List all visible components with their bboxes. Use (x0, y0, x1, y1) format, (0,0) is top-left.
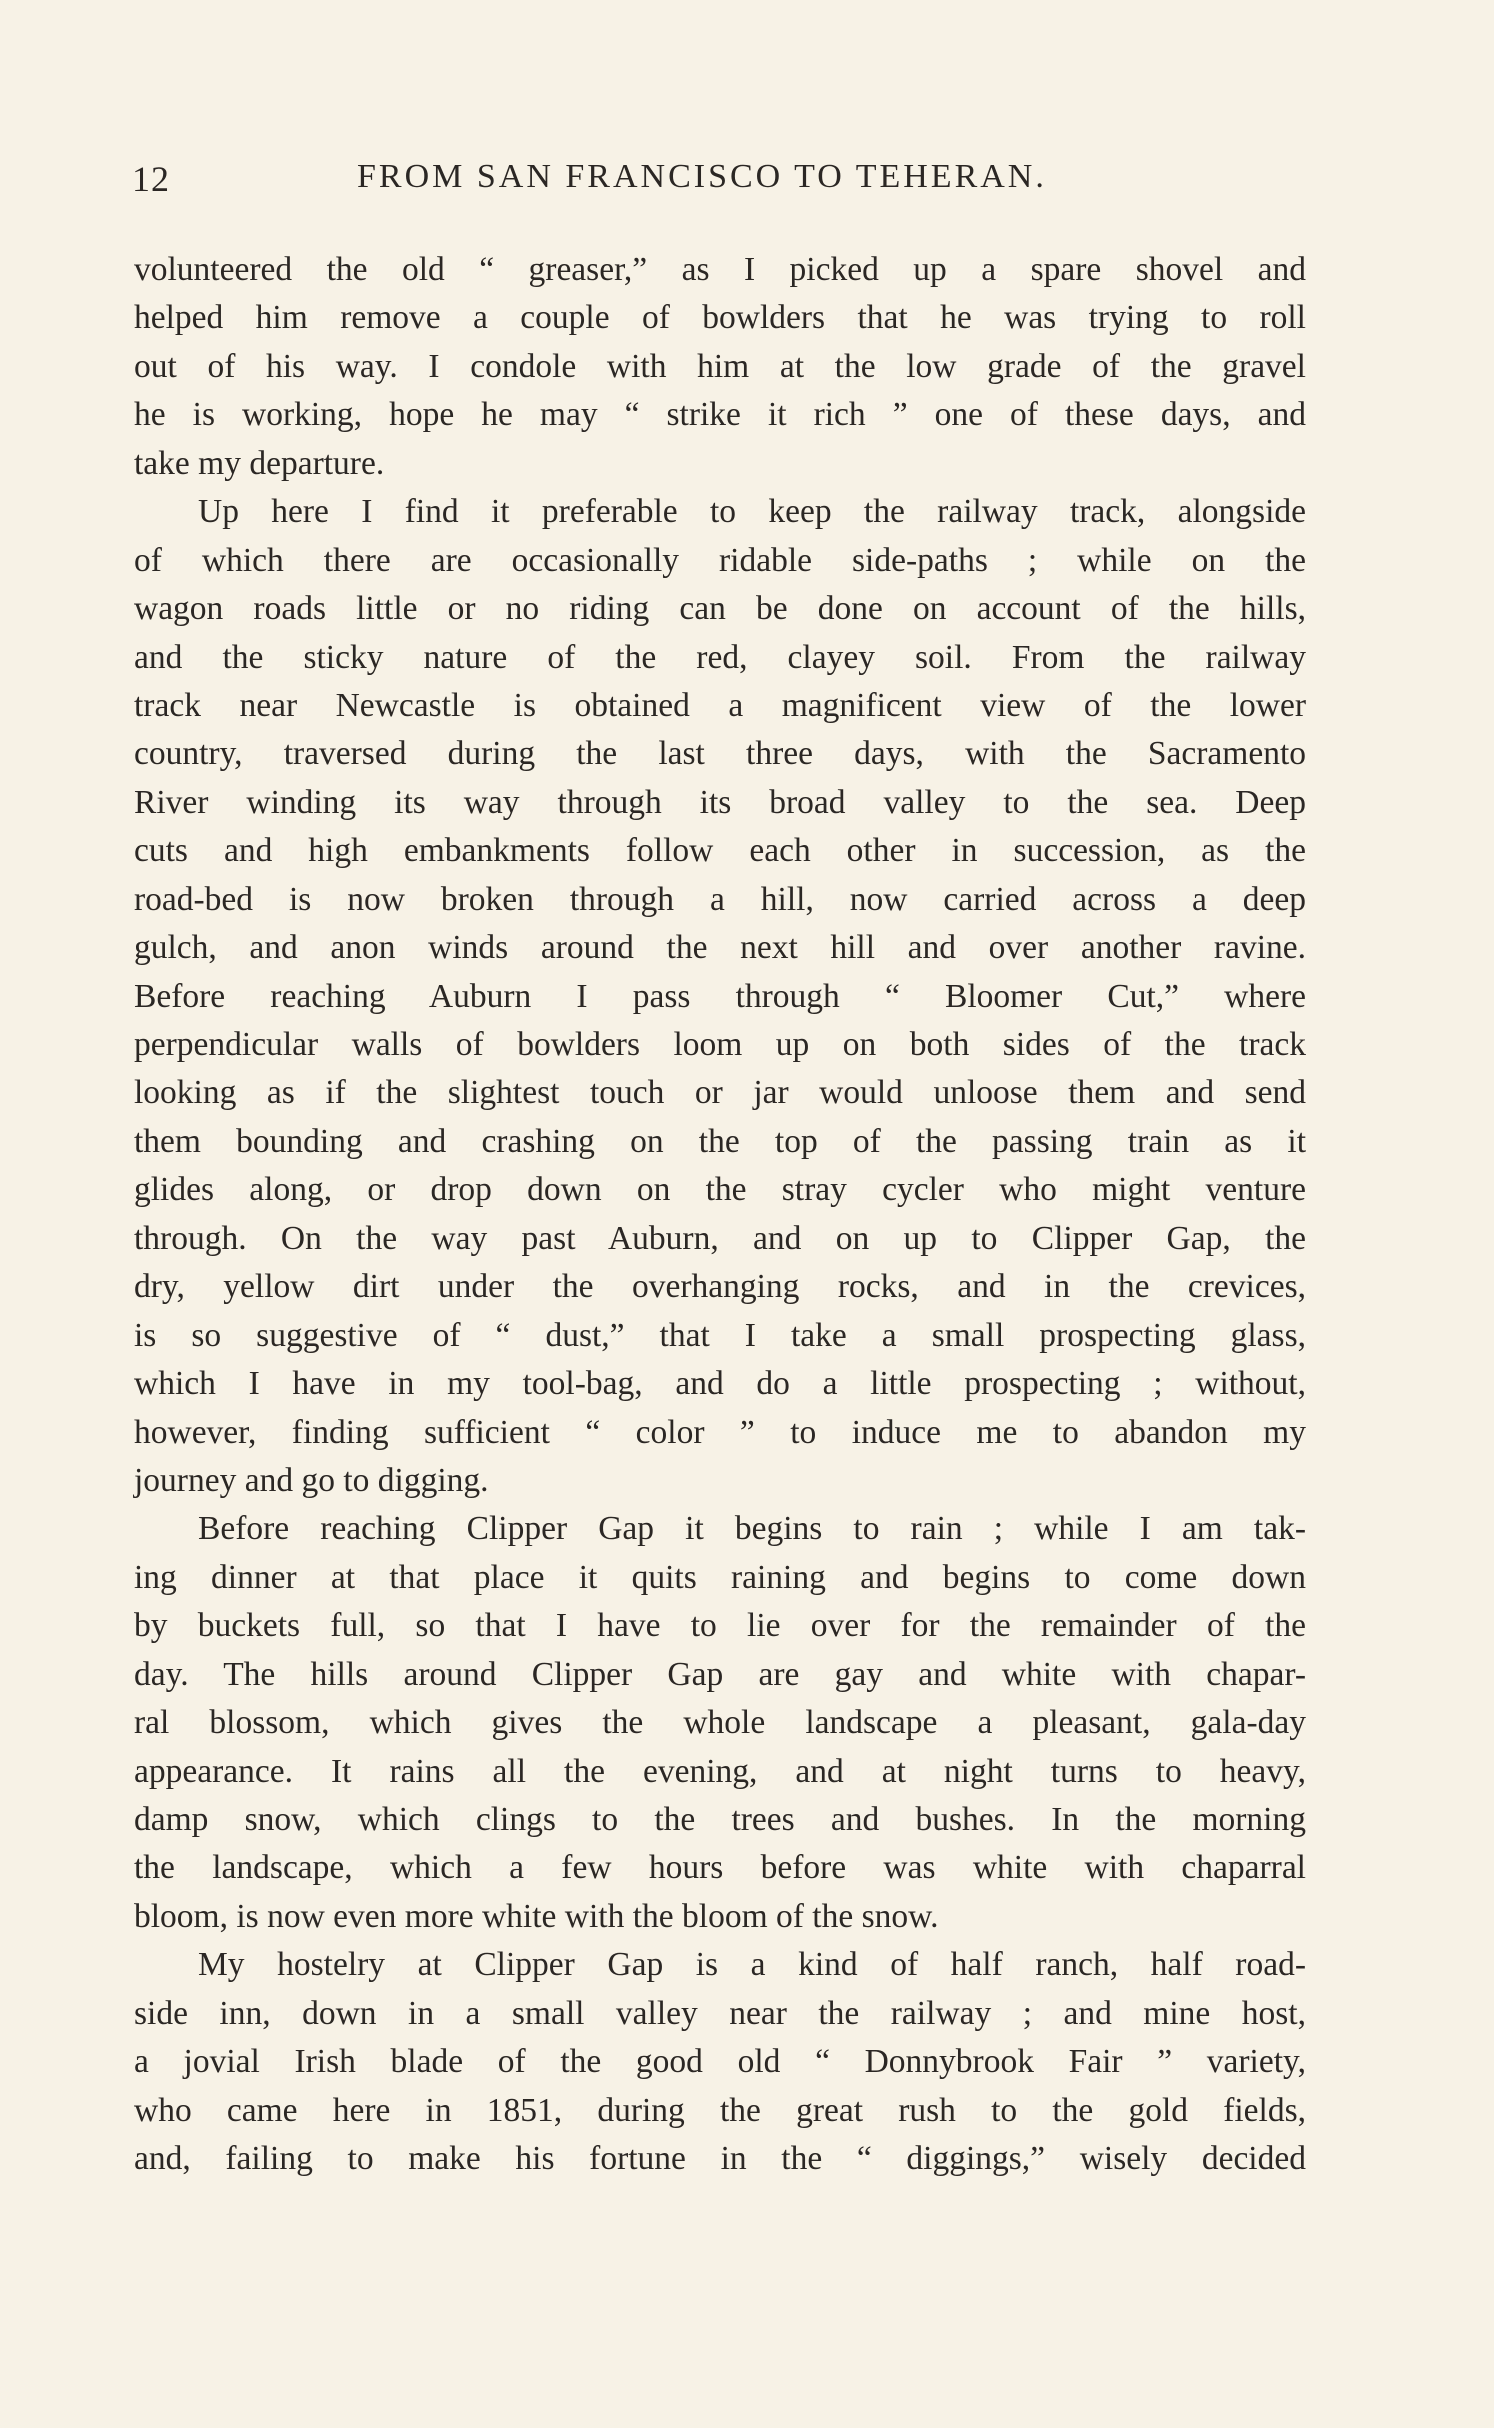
text-line: looking as if the slightest touch or jar would unloose them and send (134, 1074, 1306, 1112)
text-line: track near Newcastle is obtained a magnificent view of the lower (134, 686, 1306, 724)
text-line: cuts and high embankments follow each other in succession, as the (134, 832, 1306, 870)
text-line: road-bed is now broken through a hill, now carried across a deep (134, 880, 1306, 918)
text-line: ral blossom, which gives the whole landscape a pleasant, gala-day (134, 1704, 1306, 1742)
text-line: he is working, hope he may “ strike it rich ” one of these days, and (134, 396, 1306, 434)
text-line: glides along, or drop down on the stray cycler who might venture (134, 1171, 1306, 1209)
text-line: who came here in 1851, during the great rush to the gold fields, (134, 2091, 1306, 2129)
text-line: out of his way. I condole with him at the low grade of the gravel (134, 347, 1306, 385)
text-line: a jovial Irish blade of the good old “ Donnybrook Fair ” variety, (134, 2043, 1306, 2081)
text-line: journey and go to digging. (134, 1461, 489, 1499)
text-line: and, failing to make his fortune in the “ diggings,” wisely decided (134, 2140, 1306, 2178)
text-line: helped him remove a couple of bowlders that he was trying to roll (134, 299, 1306, 337)
text-line: Up here I find it preferable to keep the railway track, alongside (198, 493, 1306, 531)
body-text (134, 246, 1306, 2184)
text-line: of which there are occasionally ridable side-paths ; while on the (134, 541, 1306, 579)
text-line: volunteered the old “ greaser,” as I picked up a spare shovel and (134, 251, 1306, 288)
text-line: through. On the way past Auburn, and on up to Clipper Gap, the (134, 1219, 1306, 1257)
text-line: by buckets full, so that I have to lie over for the remainder of the (134, 1607, 1306, 1645)
text-line: wagon roads little or no riding can be done on account of the hills, (134, 590, 1306, 628)
text-line: perpendicular walls of bowlders loom up on both sides of the track (134, 1026, 1306, 1063)
text-line: is so suggestive of “ dust,” that I take a small prospecting glass, (134, 1316, 1306, 1354)
text-line: however, finding sufficient “ color ” to induce me to abandon my (134, 1413, 1306, 1451)
text-line: side inn, down in a small valley near the railway ; and mine host, (134, 1994, 1306, 2032)
text-line: bloom, is now even more white with the bloom of the snow. (134, 1897, 939, 1935)
text-line: take my departure. (134, 444, 385, 482)
text-line: and the sticky nature of the red, clayey soil. From the railway (134, 638, 1306, 676)
text-line: Before reaching Clipper Gap it begins to rain ; while I am tak- (198, 1510, 1306, 1548)
text-line: My hostelry at Clipper Gap is a kind of half ranch, half road- (198, 1946, 1306, 1984)
text-line: them bounding and crashing on the top of the passing train as it (134, 1122, 1306, 1160)
page-number: 12 (132, 159, 170, 199)
text-line: day. The hills around Clipper Gap are gay and white with chapar- (134, 1655, 1306, 1693)
running-head (132, 158, 1307, 206)
text-line: River winding its way through its broad valley to the sea. Deep (134, 783, 1306, 821)
text-line: Before reaching Auburn I pass through “ Bloomer Cut,” where (134, 977, 1306, 1015)
text-line: which I have in my tool-bag, and do a little prospecting ; without, (134, 1365, 1306, 1403)
text-line: gulch, and anon winds around the next hill and over another ravine. (134, 929, 1306, 967)
text-line: dry, yellow dirt under the overhanging rocks, and in the crevices, (134, 1268, 1306, 1306)
text-line: country, traversed during the last three days, with the Sacramento (134, 735, 1306, 773)
text-line: damp snow, which clings to the trees and bushes. In the morning (134, 1801, 1306, 1838)
running-title: FROM SAN FRANCISCO TO TEHERAN. (357, 158, 1047, 195)
text-line: the landscape, which a few hours before was white with chaparral (134, 1849, 1306, 1887)
text-line: appearance. It rains all the evening, and at night turns to heavy, (134, 1752, 1306, 1790)
text-line: ing dinner at that place it quits raining and begins to come down (134, 1558, 1306, 1596)
